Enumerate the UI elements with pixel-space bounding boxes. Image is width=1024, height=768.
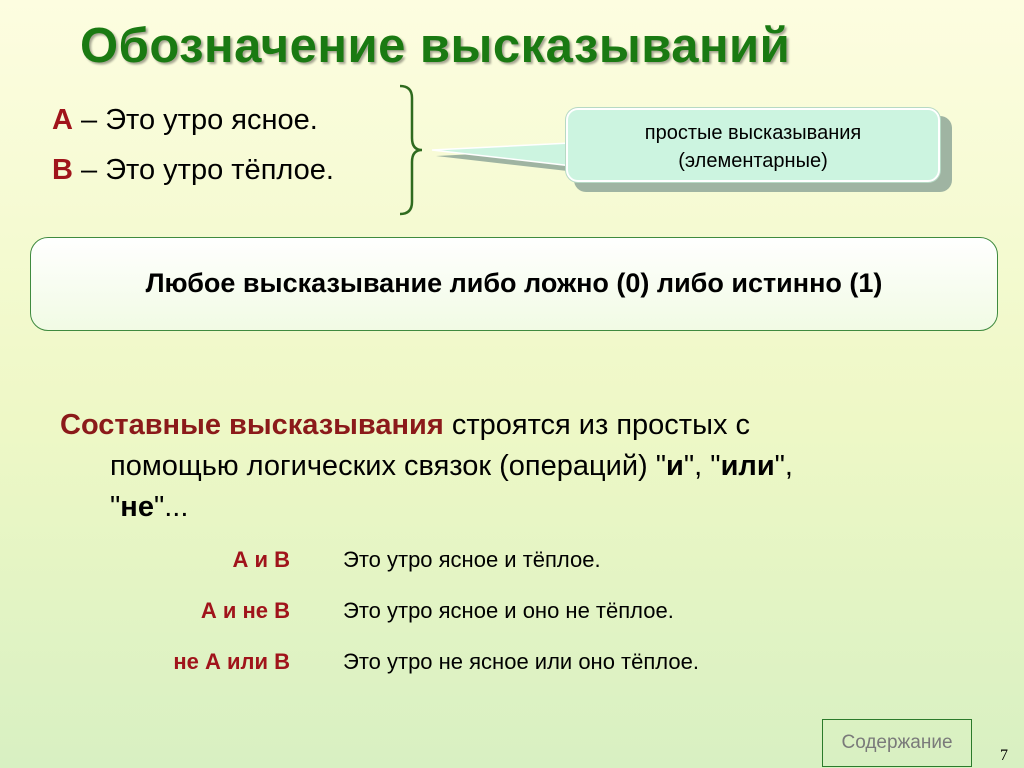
page-number: 7 [1000,747,1008,764]
op-not: не [120,491,154,523]
truth-rule-box [30,237,998,331]
para-line-2 [60,446,960,487]
statement-a [52,104,318,137]
para-text-2a: помощью логических связок (операций) " [110,450,667,482]
truth-rule-text: Любое высказывание либо ложно (0) либо истинно (1) [145,268,883,298]
example-3-text: Это утро не ясное или оно тёплое. [343,649,699,674]
callout-line-1: простые высказывания [644,122,862,144]
statement-b-letter: B [52,154,73,186]
callout-line-2: (элементарные) [678,150,828,172]
para-text-2c: ", [774,450,793,482]
para-text-3b: "... [153,491,189,523]
compound-statements-paragraph [60,405,960,528]
example-3-expression: не А или В [173,649,290,674]
statement-b-text: – Это утро тёплое. [72,154,334,186]
para-text-1: строятся из простых с [443,409,750,441]
example-2-text: Это утро ясное и оно не тёплое. [343,598,674,623]
para-text-2b: ", " [683,450,721,482]
para-line-1 [60,405,960,446]
statement-a-letter: A [52,104,73,136]
example-2-expression: А и не В [200,598,290,623]
contents-button[interactable]: Содержание [822,719,972,767]
statement-b [52,154,334,187]
slide-title: Обозначение высказываний [80,19,791,73]
example-1-expression: А и В [232,547,290,572]
para-line-3 [60,487,960,528]
simple-statements-callout [566,108,940,182]
curly-brace-icon [396,84,426,216]
statement-a-text: – Это утро ясное. [72,104,318,136]
example-1-text: Это утро ясное и тёплое. [343,547,601,572]
op-or: или [720,450,775,482]
compound-term: Составные высказывания [60,409,444,441]
op-and: и [666,450,684,482]
para-text-3a: " [110,491,121,523]
